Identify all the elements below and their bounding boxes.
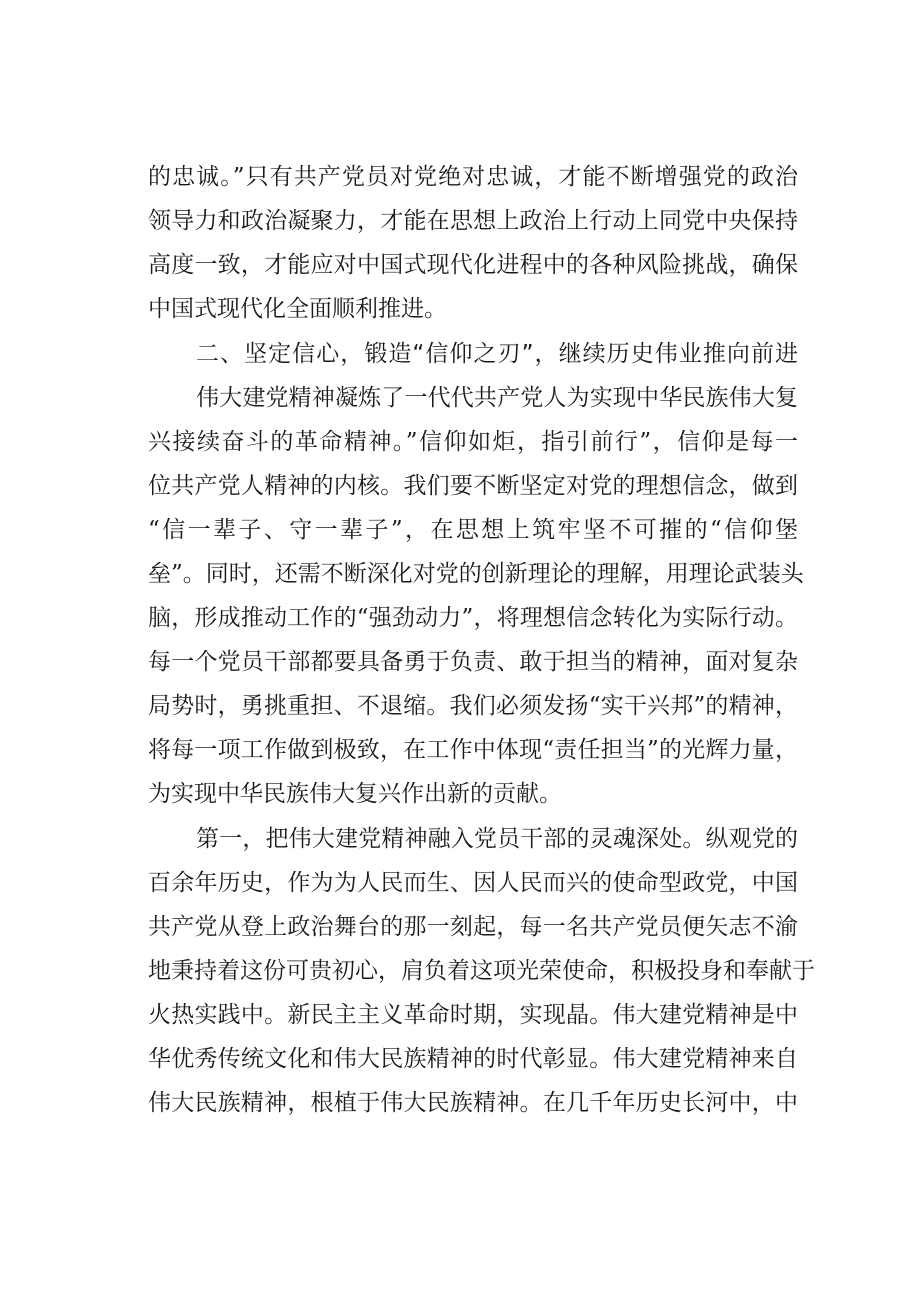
- paragraph-line: 每一个党员干部都要具备勇于负责、敢于担当的精神，面对复杂: [148, 649, 798, 675]
- paragraph-line: 兴接续奋斗的革命精神。”信仰如炬，指引前行”，信仰是每一: [148, 429, 798, 455]
- paragraph-line: 伟大建党精神凝炼了一代代共产党人为实现中华民族伟大复: [196, 385, 798, 411]
- section-heading: 二、坚定信心，锻造“信仰之刃”，继续历史伟业推向前进: [196, 341, 798, 367]
- paragraph-line: 地秉持着这份可贵初心，肩负着这项光荣使命，积极投身和奉献于: [148, 958, 815, 984]
- paragraph-line: 局势时，勇挑重担、不退缩。我们必须发扬“实干兴邦”的精神，: [148, 693, 798, 719]
- paragraph-line: 脑，形成推动工作的“强劲动力”，将理想信念转化为实际行动。: [148, 605, 798, 631]
- paragraph-line: 位共产党人精神的内核。我们要不断坚定对党的理想信念，做到: [148, 473, 798, 499]
- paragraph-line: 第一，把伟大建党精神融入党员干部的灵魂深处。纵观党的: [196, 826, 798, 852]
- paragraph-line: 共产党从登上政治舞台的那一刻起，每一名共产党员便矢志不渝: [148, 914, 798, 940]
- paragraph-line: 百余年历史，作为为人民而生、因人民而兴的使命型政党，中国: [148, 870, 798, 896]
- paragraph-line: 中国式现代化全面顺利推进。: [148, 296, 447, 322]
- paragraph-line: 领导力和政治凝聚力，才能在思想上政治上行动上同党中央保持: [148, 208, 798, 234]
- paragraph-line: 为实现中华民族伟大复兴作出新的贡献。: [148, 781, 562, 807]
- paragraph-line: 华优秀传统文化和伟大民族精神的时代彰显。伟大建党精神来自: [148, 1046, 798, 1072]
- paragraph-line: 高度一致，才能应对中国式现代化进程中的各种风险挑战，确保: [148, 252, 798, 278]
- paragraph-line: 垒”。同时，还需不断深化对党的创新理论的理解，用理论武装头: [148, 561, 804, 587]
- paragraph-line: 将每一项工作做到极致，在工作中体现“责任担当”的光辉力量，: [148, 737, 798, 763]
- paragraph-line: “信一辈子、守一辈子”，在思想上筑牢坚不可摧的“信仰堡: [148, 517, 798, 543]
- paragraph-line: 伟大民族精神，根植于伟大民族精神。在几千年历史长河中，中: [148, 1090, 798, 1116]
- paragraph-line: 火热实践中。新民主主义革命时期，实现晶。伟大建党精神是中: [148, 1002, 798, 1028]
- paragraph-line: 的忠诚。”只有共产党员对党绝对忠诚，才能不断增强党的政治: [148, 164, 798, 190]
